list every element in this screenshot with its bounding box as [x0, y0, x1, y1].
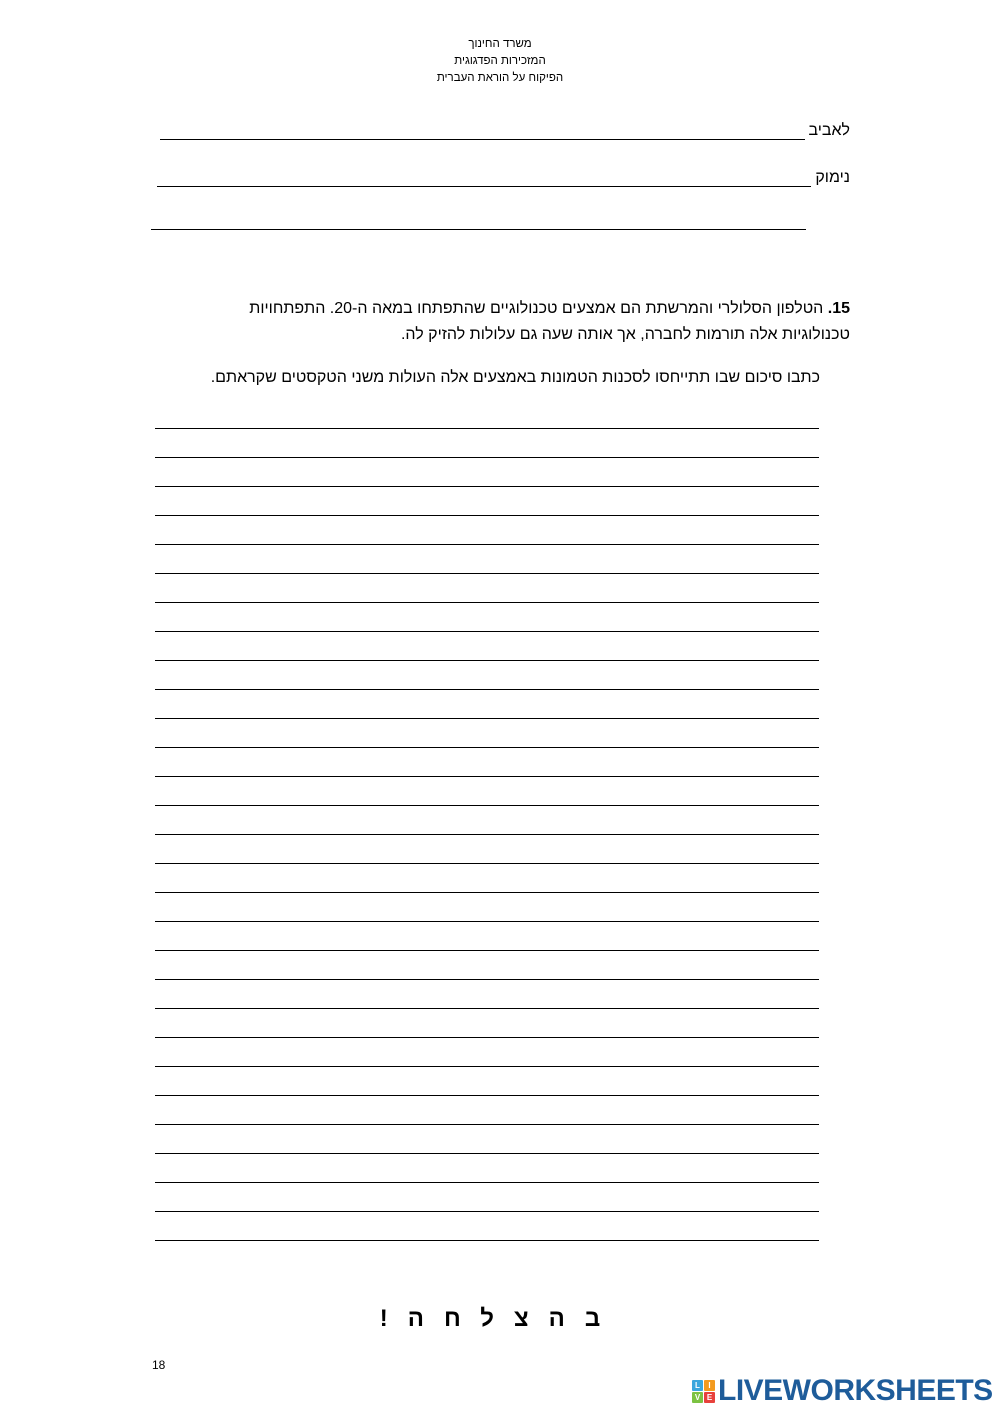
city-field [155, 122, 850, 140]
header-supervision: הפיקוח על הוראת העברית [436, 72, 564, 84]
reason-continuation-line[interactable] [151, 229, 806, 230]
answer-line[interactable] [155, 776, 819, 777]
answer-line[interactable] [155, 689, 819, 690]
city-input-line[interactable] [160, 138, 805, 140]
header-ministry: משרד החינוך [468, 38, 532, 50]
answer-line[interactable] [155, 950, 819, 951]
answer-line[interactable] [155, 921, 819, 922]
answer-line[interactable] [155, 1066, 819, 1067]
reason-field-label: נימוק [815, 169, 850, 186]
answer-line[interactable] [155, 573, 819, 574]
answer-line[interactable] [155, 1008, 819, 1009]
answer-line[interactable] [155, 457, 819, 458]
answer-line[interactable] [155, 544, 819, 545]
answer-line[interactable] [155, 1182, 819, 1183]
answer-line[interactable] [155, 805, 819, 806]
answer-line[interactable] [155, 863, 819, 864]
question-instruction: כתבו סיכום שבו תתייחסו לסכנות הטמונות באמצעים אלה העולות משני הטקסטים שקראתם. [210, 369, 820, 386]
reason-input-line[interactable] [157, 185, 811, 187]
logo-mark-square: I [704, 1380, 715, 1391]
logo-mark-square: L [692, 1380, 703, 1391]
city-field-label: לאביב [808, 122, 850, 139]
liveworksheets-logo [692, 1374, 993, 1408]
answer-line[interactable] [155, 1124, 819, 1125]
answer-line[interactable] [155, 1095, 819, 1096]
answer-line[interactable] [155, 631, 819, 632]
good-luck-text: בהצלחה! [379, 1305, 621, 1332]
logo-mark-square: V [692, 1392, 703, 1403]
answer-line[interactable] [155, 660, 819, 661]
answer-line[interactable] [155, 515, 819, 516]
answer-line[interactable] [155, 602, 819, 603]
logo-mark-icon [692, 1380, 715, 1403]
page-number: 18 [152, 1358, 166, 1372]
logo-mark-square: E [704, 1392, 715, 1403]
answer-line[interactable] [155, 1211, 819, 1212]
answer-line[interactable] [155, 834, 819, 835]
answer-line[interactable] [155, 979, 819, 980]
answer-line[interactable] [155, 1240, 819, 1241]
answer-line[interactable] [155, 486, 819, 487]
answer-line[interactable] [155, 1037, 819, 1038]
answer-area[interactable] [155, 428, 819, 1269]
question-15 [190, 296, 850, 348]
answer-line[interactable] [155, 718, 819, 719]
logo-text: LIVEWORKSHEETS [718, 1374, 993, 1407]
answer-line[interactable] [155, 428, 819, 429]
answer-line[interactable] [155, 1153, 819, 1154]
answer-line[interactable] [155, 892, 819, 893]
answer-line[interactable] [155, 747, 819, 748]
question-number: 15. [827, 300, 850, 317]
header-secretariat: המזכירות הפדגוגית [454, 55, 546, 67]
document-header [0, 36, 1000, 87]
reason-field [152, 169, 850, 187]
question-text: הטלפון הסלולרי והמרשתת הם אמצעים טכנולוגיים שהתפתחו במאה ה-20. התפתחויות טכנולוגיות אלה תורמות לחברה, אך אותה שעה גם עלולות להזיק לה. [249, 300, 850, 343]
